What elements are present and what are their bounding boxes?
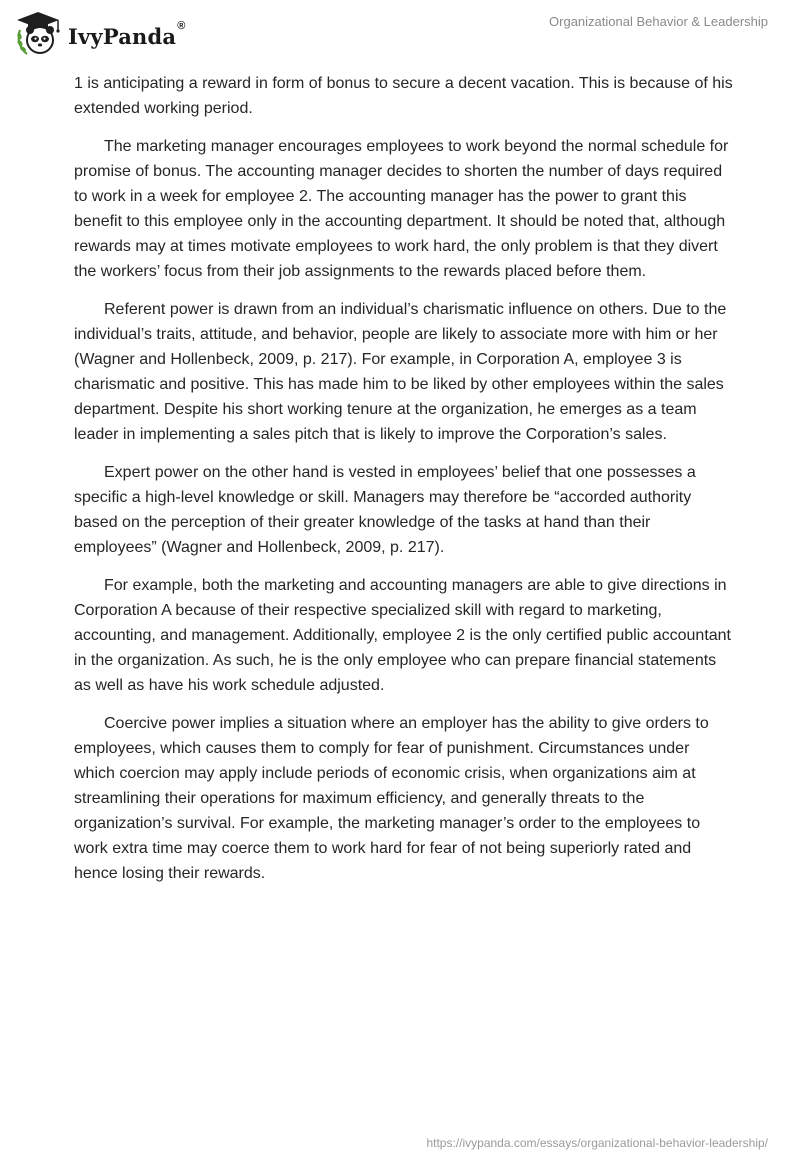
paragraph-coercive-power: Coercive power implies a situation where an employer has the ability to give orders to employees, which causes them to comply for fear of punishment. Circumstances under which coercion may apply include periods of economic crisis, when organizations aim at streamlining their operations for maximum efficiency, and generally threats to the organization’s survival. For example, the marketing manager’s order to the employees to work extra time may coerce them to work hard for fear of not being superiorly rated and hence losing their rewards. xyxy=(74,715,709,882)
paragraph-referent-power: Referent power is drawn from an individual’s charismatic influence on others. Due to the individual’s traits, attitude, and behavior, people are likely to associate more with him or her (Wagner and Hollenbeck, 2009, p. 217). For example, in Corporation A, employee 3 is charismatic and positive. This has made him to be liked by other employees within the sales department. Despite his short working tenure at the organization, he emerges as a team leader in implementing a sales pitch that is likely to improve the Corporation’s sales. xyxy=(74,301,727,443)
paragraph-expert-power: Expert power on the other hand is vested in employees’ belief that one possesses a specific a high-level knowledge or skill. Managers may therefore be “accorded authority based on the perception of their greater knowledge of the tasks at hand than their employees” (Wagner and Hollenbeck, 2009, p. 217). xyxy=(74,464,696,556)
source-url-link[interactable]: https://ivypanda.com/essays/organizational-behavior-leadership/ xyxy=(426,1136,768,1150)
paragraph-continuation: 1 is anticipating a reward in form of bonus to secure a decent vacation. This is because of his extended working period. xyxy=(74,75,733,117)
brand-name: IvyPanda® xyxy=(68,19,186,49)
running-title: Organizational Behavior & Leadership xyxy=(549,14,768,29)
panda-graduate-icon xyxy=(14,10,62,58)
brand-logo[interactable] xyxy=(14,8,186,60)
paragraph-expert-example: For example, both the marketing and accounting managers are able to give directions in Corporation A because of their respective specialized skill with regard to marketing, accounting, and management. Additionally, employee 2 is the only certified public accountant in the organization. As such, he is the only employee who can prepare financial statements as well as have his work schedule adjusted. xyxy=(74,577,731,694)
registered-mark: ® xyxy=(177,19,186,32)
page-header xyxy=(0,0,800,70)
paragraph-reward-power: The marketing manager encourages employees to work beyond the normal schedule for promise of bonus. The accounting manager decides to shorten the number of days required to work in a week for employee 2. The accounting manager has the power to grant this benefit to this employee only in the accounting department. It should be noted that, although rewards may at times motivate employees to work hard, the only problem is that they divert the workers’ focus from their job assignments to the rewards placed before them. xyxy=(74,138,729,280)
essay-body xyxy=(74,71,734,899)
